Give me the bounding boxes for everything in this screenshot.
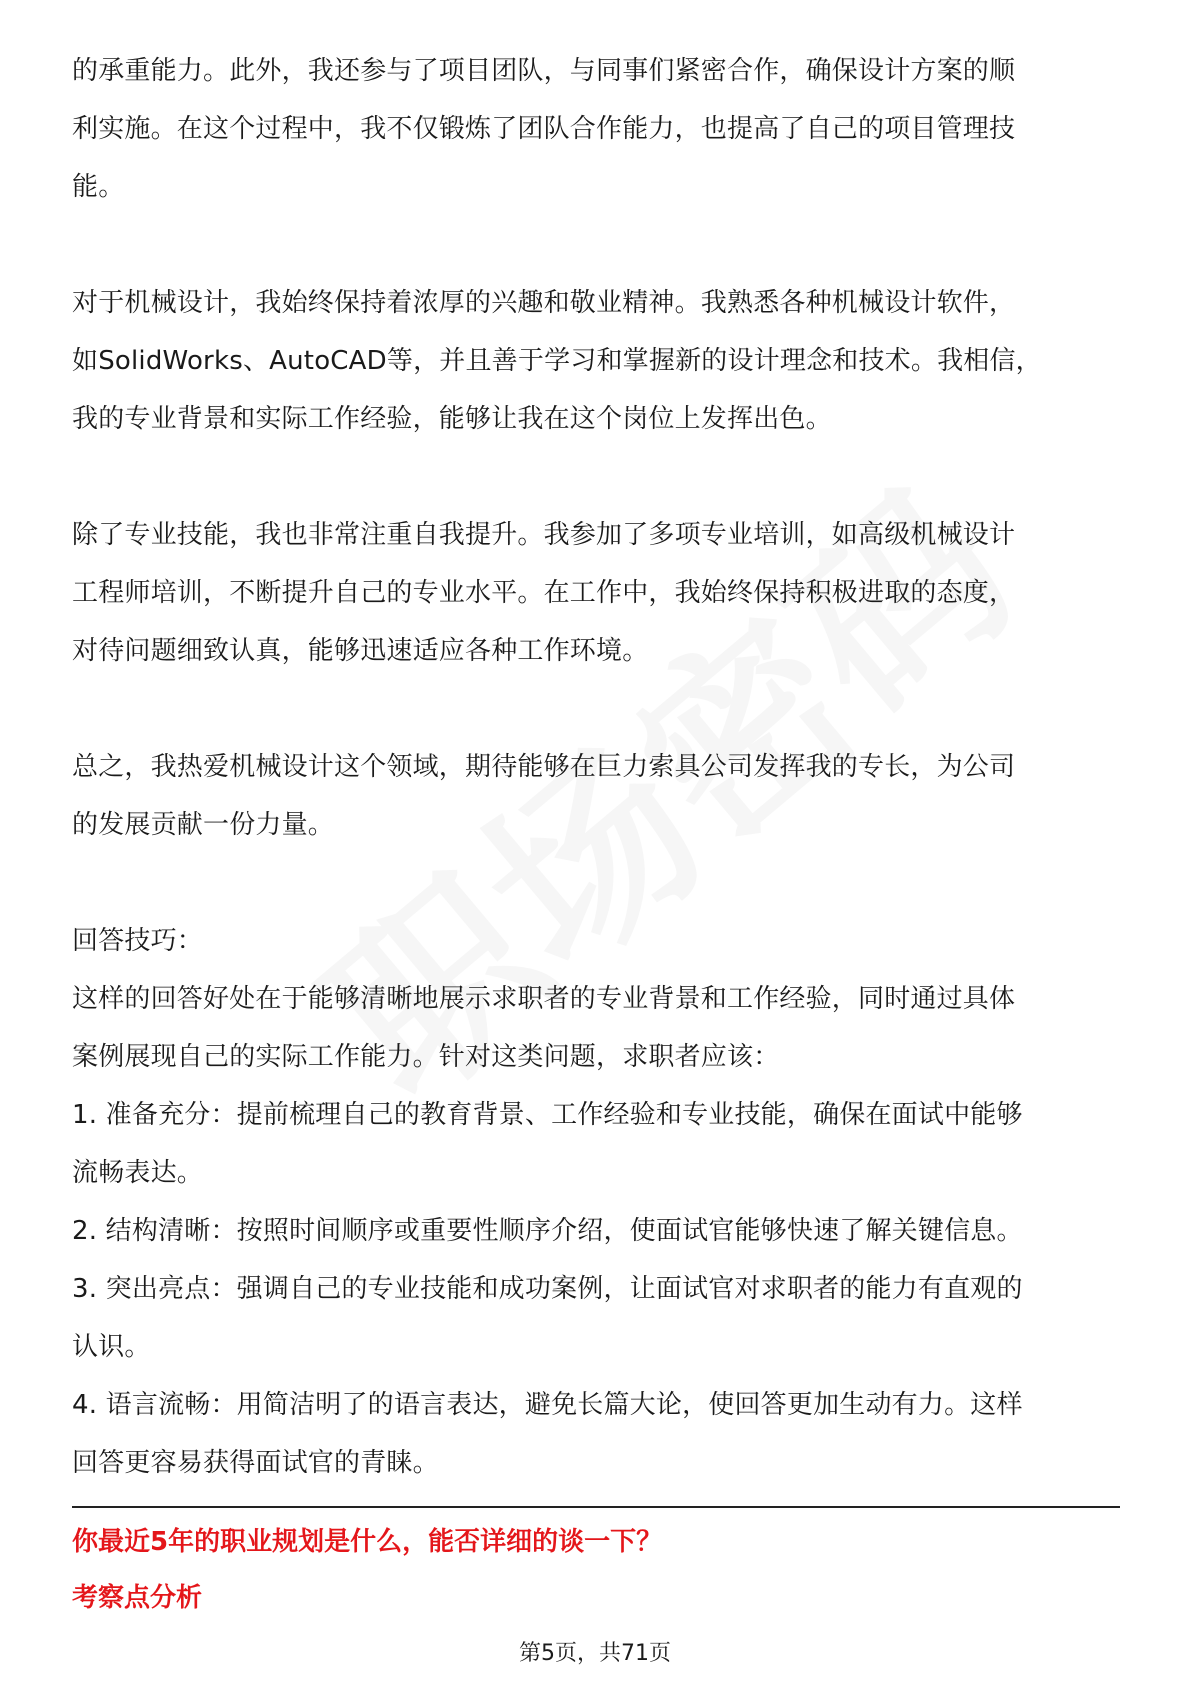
text-line: 我的专业背景和实际工作经验，能够让我在这个岗位上发挥出色。 <box>72 404 832 434</box>
text-line: 对于机械设计，我始终保持着浓厚的兴趣和敬业精神。我熟悉各种机械设计软件， <box>72 288 1016 318</box>
text-line: 工程师培训，不断提升自己的专业水平。在工作中，我始终保持积极进取的态度， <box>72 578 1016 608</box>
paragraph-self-improvement <box>72 506 1120 680</box>
text-line: 对待问题细致认真，能够迅速适应各种工作环境。 <box>72 636 649 666</box>
text-line: 的发展贡献一份力量。 <box>72 810 335 840</box>
text-line: 流畅表达。 <box>72 1158 204 1188</box>
tip-item: 3. 突出亮点：强调自己的专业技能和成功案例，让面试官对求职者的能力有直观的 <box>72 1274 1023 1304</box>
tip-item: 4. 语言流畅：用简洁明了的语言表达，避免长篇大论，使回答更加生动有力。这样 <box>72 1390 1023 1420</box>
text-line: 的承重能力。此外，我还参与了项目团队，与同事们紧密合作，确保设计方案的顺 <box>72 56 1016 86</box>
text-line: 除了专业技能，我也非常注重自我提升。我参加了多项专业培训，如高级机械设计 <box>72 520 1016 550</box>
divider <box>72 1506 1120 1508</box>
text-line: 回答更容易获得面试官的青睐。 <box>72 1448 439 1478</box>
document-page <box>72 42 1120 1626</box>
text-line: 认识。 <box>72 1332 151 1362</box>
analysis-heading: 考察点分析 <box>72 1583 203 1613</box>
tips-heading: 回答技巧： <box>72 926 204 956</box>
text-line: 如SolidWorks、AutoCAD等，并且善于学习和掌握新的设计理念和技术。我相信， <box>72 346 1042 376</box>
tip-item: 1. 准备充分：提前梳理自己的教育背景、工作经验和专业技能，确保在面试中能够 <box>72 1100 1023 1130</box>
paragraph-conclusion <box>72 738 1120 854</box>
paragraph-experience <box>72 42 1120 216</box>
text-line: 总之，我热爱机械设计这个领域，期待能够在巨力索具公司发挥我的专长，为公司 <box>72 752 1016 782</box>
answer-tips <box>72 912 1120 1492</box>
tip-item: 2. 结构清晰：按照时间顺序或重要性顺序介绍，使面试官能够快速了解关键信息。 <box>72 1216 1023 1246</box>
page-number: 第5页，共71页 <box>519 1641 671 1666</box>
text-line: 能。 <box>72 172 125 202</box>
text-line: 这样的回答好处在于能够清晰地展示求职者的专业背景和工作经验，同时通过具体 <box>72 984 1016 1014</box>
question-heading: 你最近5年的职业规划是什么，能否详细的谈一下？ <box>72 1527 663 1557</box>
text-line: 利实施。在这个过程中，我不仅锻炼了团队合作能力，也提高了自己的项目管理技 <box>72 114 1016 144</box>
text-line: 案例展现自己的实际工作能力。针对这类问题，求职者应该： <box>72 1042 780 1072</box>
paragraph-interest <box>72 274 1120 448</box>
